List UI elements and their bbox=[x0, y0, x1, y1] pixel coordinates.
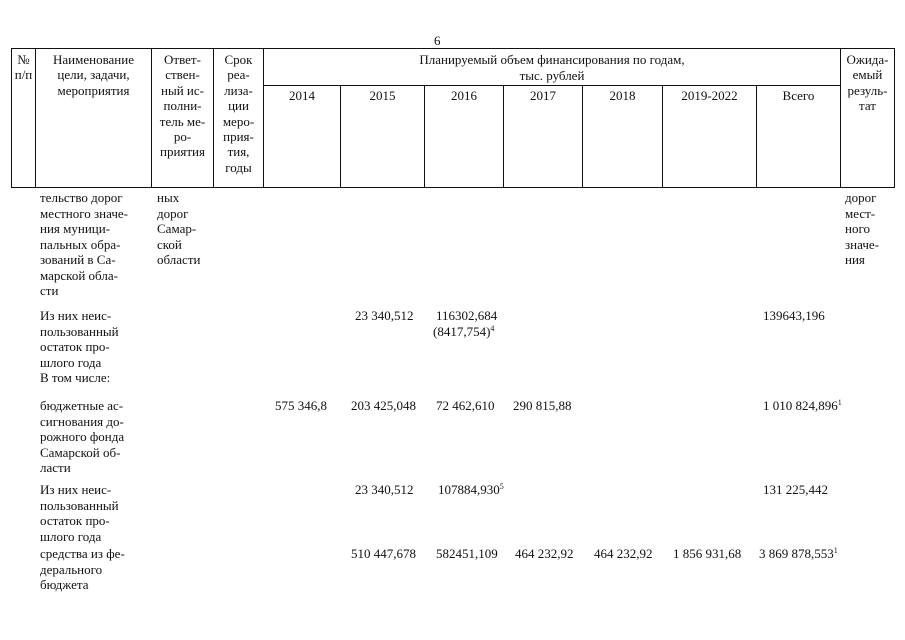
header-year-2014: 2014 bbox=[289, 88, 315, 103]
cell-2015: 23 340,512 bbox=[355, 482, 414, 497]
header-financing-title: Планируемый объем финансирования по годам, тыс. рублей bbox=[419, 52, 685, 83]
header-year-2019-2022: 2019-2022 bbox=[681, 88, 738, 103]
name-continuation: тельство дорог местного значе- ния муници- пальных обра- зований в Са- марской обла- сти bbox=[40, 190, 128, 298]
table-top-border bbox=[11, 48, 894, 49]
header-year-2017: 2017 bbox=[530, 88, 556, 103]
result-continuation: дорог мест- ного значе- ния bbox=[845, 190, 879, 267]
cell-2014: 575 346,8 bbox=[275, 398, 327, 413]
col-border-12 bbox=[894, 48, 895, 188]
cell-2018: 464 232,92 bbox=[594, 546, 653, 561]
row-label: Из них неис- пользованный остаток про- шлого года bbox=[40, 482, 119, 544]
header-responsible: Ответ- ствен- ный ис- полни- тель ме- ро- приятия bbox=[159, 52, 206, 160]
cell-2016-extra: $(8417,754)^4$ bbox=[433, 324, 495, 339]
cell-2016: 582451,109 bbox=[436, 546, 498, 561]
table-header-bottom-border bbox=[11, 187, 894, 188]
cell-2016: 116302,684 bbox=[436, 308, 498, 323]
row-label: Из них неис- пользованный остаток про- шлого года В том числе: bbox=[40, 308, 119, 385]
cell-2017: 290 815,88 bbox=[513, 398, 572, 413]
cell-2015: 510 447,678 bbox=[351, 546, 416, 561]
cell-total: 1 010 824,896$^1$ bbox=[763, 398, 842, 413]
years-header-divider bbox=[263, 85, 840, 86]
responsible-continuation: ных дорог Самар- ской области bbox=[157, 190, 201, 267]
cell-2017: 464 232,92 bbox=[515, 546, 574, 561]
cell-2015: 23 340,512 bbox=[355, 308, 414, 323]
cell-total: 3 869 878,553$^1$ bbox=[759, 546, 838, 561]
cell-total: 131 225,442 bbox=[763, 482, 828, 497]
header-num: № п/п bbox=[14, 52, 33, 83]
cell-2016: 107884,930$^5$ bbox=[438, 482, 504, 497]
row-label: бюджетные ас- сигнования до- рожного фонда Самарской об- ласти bbox=[40, 398, 125, 475]
cell-2019-2022: 1 856 931,68 bbox=[673, 546, 742, 561]
header-name: Наименование цели, задачи, мероприятия bbox=[53, 52, 134, 98]
cell-2015: 203 425,048 bbox=[351, 398, 416, 413]
header-year-2016: 2016 bbox=[451, 88, 477, 103]
header-year-2015: 2015 bbox=[369, 88, 396, 103]
cell-total: 139643,196 bbox=[763, 308, 825, 323]
cell-2016: 72 462,610 bbox=[436, 398, 495, 413]
header-term: Срок реа- лиза- ции меро- прия- тия, годы bbox=[222, 52, 255, 175]
header-expected-result: Ожида- емый резуль- тат bbox=[846, 52, 889, 114]
row-label: средства из фе- дерального бюджета bbox=[40, 546, 125, 592]
header-total: Всего bbox=[782, 88, 815, 103]
header-year-2018: 2018 bbox=[609, 88, 636, 103]
page-number: 6 bbox=[434, 33, 441, 48]
